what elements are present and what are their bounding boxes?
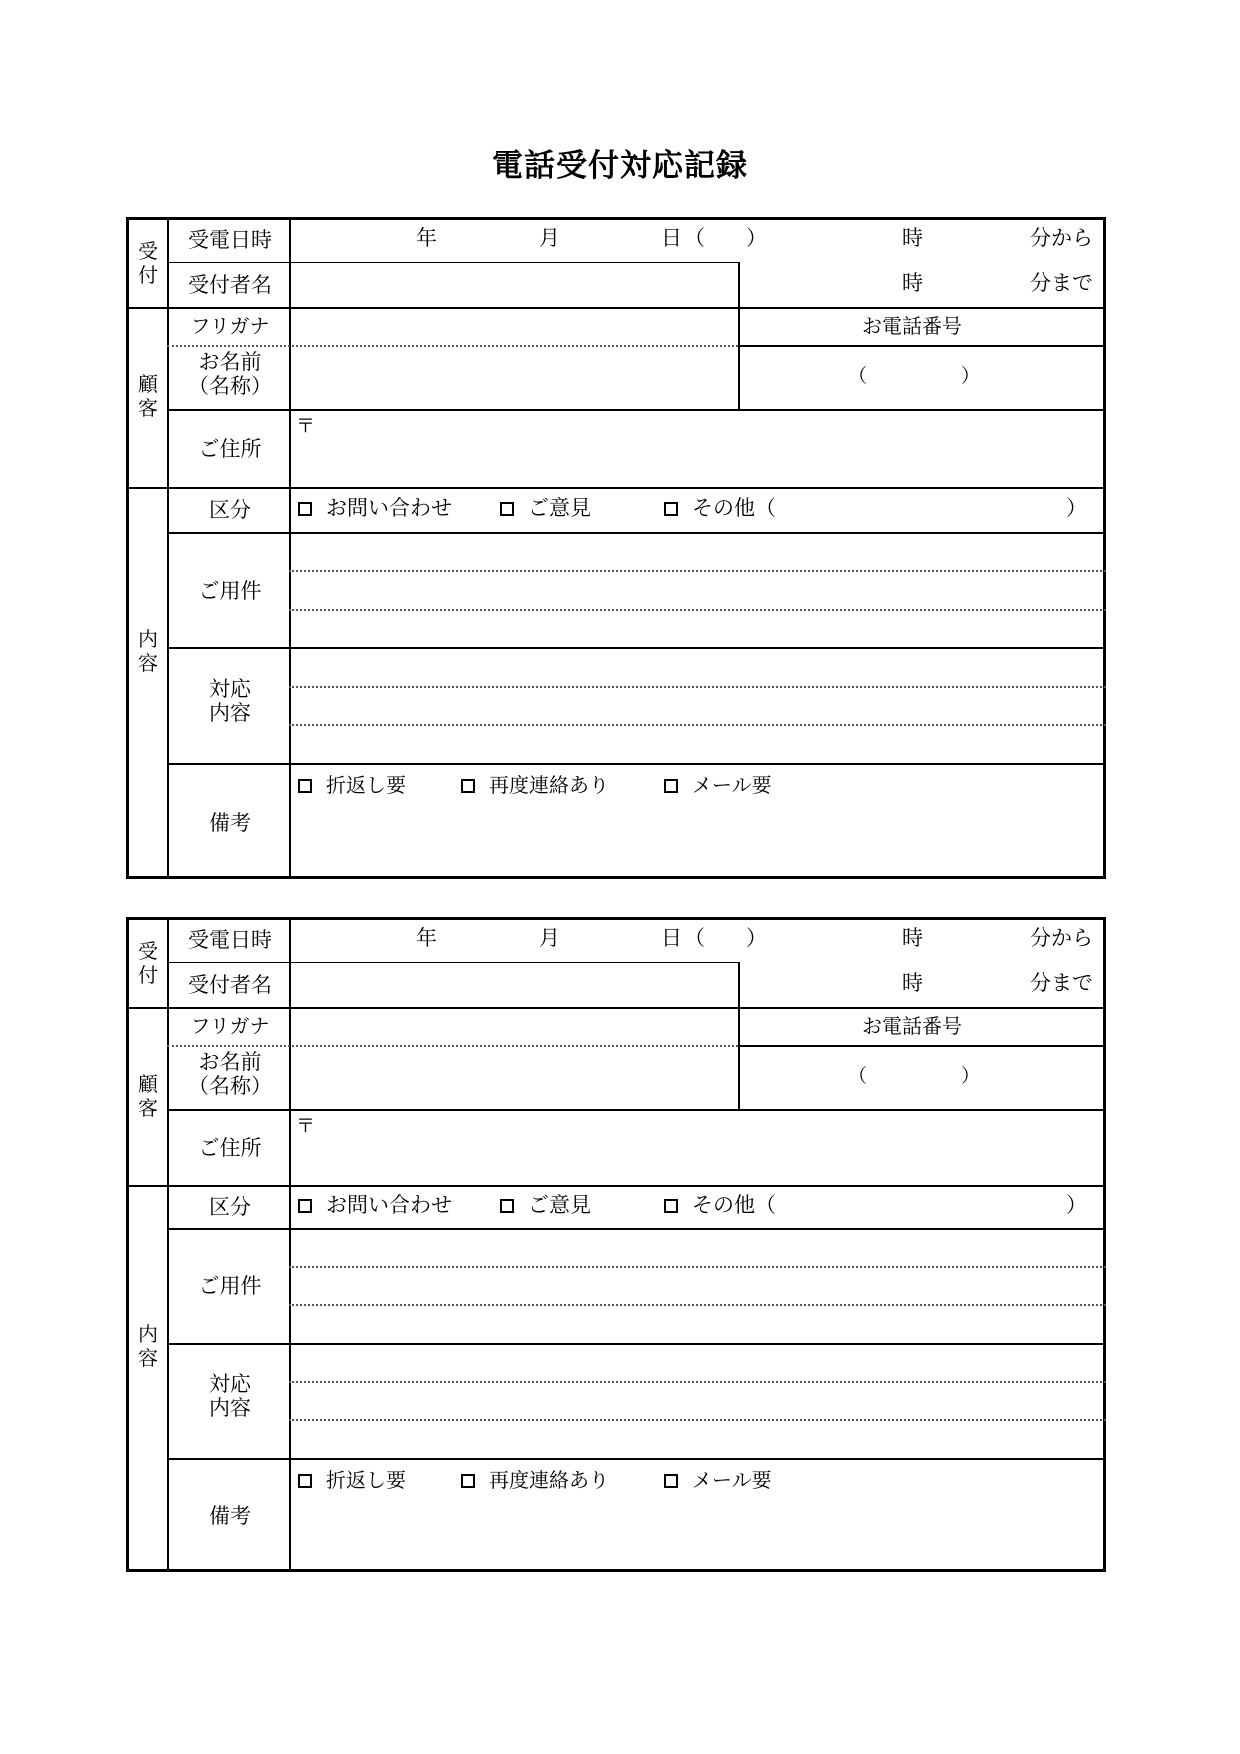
section-text: 顧客: [138, 372, 158, 420]
phone-paren-close: ）: [961, 365, 981, 387]
minute-to-unit: 分まで: [1030, 271, 1093, 295]
checkbox[interactable]: [298, 1474, 312, 1488]
other-paren-close: ）: [1066, 496, 1087, 520]
remarks-option-recontact[interactable]: [461, 1470, 609, 1490]
divider: [289, 609, 1106, 611]
divider: [289, 1266, 1106, 1268]
label-furigana: フリガナ: [190, 1014, 270, 1038]
checkbox[interactable]: [664, 1474, 678, 1488]
label-name: [170, 1050, 290, 1098]
checkbox[interactable]: [298, 779, 312, 793]
divider: [167, 917, 169, 1572]
weekday-paren-close: ）: [746, 226, 767, 250]
label-name: [170, 350, 290, 398]
category-option-inquiry[interactable]: [298, 1195, 452, 1216]
weekday-paren-open: （: [684, 226, 705, 250]
remarks-option-email[interactable]: [664, 1470, 772, 1490]
section-label-content: [130, 627, 166, 675]
option-text: ご意見: [528, 496, 591, 520]
section-text: 顧客: [138, 1072, 158, 1120]
category-option-other[interactable]: [664, 1195, 776, 1216]
option-text: ご意見: [528, 1193, 591, 1217]
checkbox[interactable]: [461, 779, 475, 793]
divider: [167, 1109, 1106, 1111]
year-unit: 年: [416, 926, 437, 950]
divider: [167, 409, 1106, 411]
postal-mark: 〒: [296, 1115, 316, 1137]
divider: [738, 345, 1106, 347]
section-label-customer: [130, 372, 166, 420]
checkbox[interactable]: [461, 1474, 475, 1488]
divider: [167, 1228, 1106, 1230]
label-name-line2: （名称）: [188, 374, 272, 399]
minute-to-unit: 分まで: [1030, 971, 1093, 995]
divider: [167, 1343, 1106, 1345]
label-name-line1: お名前: [198, 1050, 262, 1074]
divider: [738, 1045, 1106, 1047]
day-unit: 日: [661, 226, 682, 250]
divider: [167, 532, 1106, 534]
remarks-option-recontact[interactable]: [461, 775, 609, 795]
phone-label: お電話番号: [862, 1014, 962, 1038]
month-unit: 月: [539, 226, 560, 250]
divider: [738, 962, 740, 1109]
label-receiver-name: 受付者名: [188, 273, 272, 297]
label-response: [170, 1372, 290, 1420]
postal-mark: 〒: [296, 415, 316, 437]
divider: [167, 962, 738, 963]
day-unit: 日: [661, 926, 682, 950]
label-remarks: 備考: [209, 1504, 251, 1528]
month-unit: 月: [539, 926, 560, 950]
category-option-opinion[interactable]: [500, 498, 591, 519]
divider: [289, 724, 1106, 726]
section-text: 受付: [138, 239, 158, 287]
divider: [167, 763, 1106, 765]
label-furigana: フリガナ: [190, 314, 270, 338]
section-label-content: [130, 1322, 166, 1370]
remarks-option-callback[interactable]: [298, 1470, 406, 1490]
minute-from-unit: 分から: [1030, 226, 1093, 250]
divider: [167, 647, 1106, 649]
divider: [126, 487, 1106, 489]
checkbox[interactable]: [298, 1199, 312, 1213]
divider: [167, 262, 738, 263]
divider: [167, 1458, 1106, 1460]
option-text: その他（: [692, 496, 776, 520]
checkbox[interactable]: [664, 502, 678, 516]
label-name-line2: （名称）: [188, 1074, 272, 1099]
label-remarks: 備考: [209, 811, 251, 835]
phone-paren-open: （: [848, 365, 868, 387]
minute-from-unit: 分から: [1030, 926, 1093, 950]
checkbox[interactable]: [500, 502, 514, 516]
category-option-inquiry[interactable]: [298, 498, 452, 519]
label-category: 区分: [209, 498, 251, 522]
option-text: お問い合わせ: [326, 1193, 452, 1217]
checkbox[interactable]: [664, 1199, 678, 1213]
label-response-line1: 対応: [209, 677, 251, 701]
hour-from-unit: 時: [902, 926, 923, 950]
label-call-datetime: 受電日時: [188, 928, 272, 952]
page-title: 電話受付対応記録: [492, 148, 748, 184]
option-text: 再度連絡あり: [489, 773, 609, 797]
divider: [289, 1419, 1106, 1421]
hour-from-unit: 時: [902, 226, 923, 250]
label-address: ご住所: [198, 437, 262, 461]
checkbox[interactable]: [664, 779, 678, 793]
option-text: その他（: [692, 1193, 776, 1217]
hour-to-unit: 時: [902, 971, 923, 995]
divider: [167, 1045, 738, 1047]
other-paren-close: ）: [1066, 1193, 1087, 1217]
divider: [126, 1185, 1106, 1187]
hour-to-unit: 時: [902, 271, 923, 295]
section-label-reception: [130, 239, 166, 287]
section-text: 受付: [138, 939, 158, 987]
option-text: メール要: [692, 773, 772, 797]
section-text: 内容: [138, 1322, 158, 1370]
section-label-customer: [130, 1072, 166, 1120]
label-response: [170, 677, 290, 725]
phone-label: お電話番号: [862, 314, 962, 338]
divider: [126, 1007, 1106, 1009]
divider: [289, 686, 1106, 688]
label-response-line2: 内容: [209, 1396, 251, 1421]
option-text: 折返し要: [326, 1468, 406, 1492]
label-name-line1: お名前: [198, 350, 262, 374]
call-record-form-1: [126, 217, 1106, 879]
phone-paren-open: （: [848, 1065, 868, 1087]
year-unit: 年: [416, 226, 437, 250]
divider: [289, 1381, 1106, 1383]
option-text: お問い合わせ: [326, 496, 452, 520]
divider: [167, 345, 738, 347]
divider: [167, 217, 169, 879]
label-call-datetime: 受電日時: [188, 228, 272, 252]
checkbox[interactable]: [500, 1199, 514, 1213]
label-category: 区分: [209, 1195, 251, 1219]
label-subject: ご用件: [198, 1274, 262, 1298]
label-subject: ご用件: [198, 579, 262, 603]
category-option-opinion[interactable]: [500, 1195, 591, 1216]
phone-paren-close: ）: [961, 1065, 981, 1087]
divider: [289, 570, 1106, 572]
label-response-line1: 対応: [209, 1372, 251, 1396]
weekday-paren-close: ）: [746, 926, 767, 950]
section-label-reception: [130, 939, 166, 987]
divider: [289, 1304, 1106, 1306]
checkbox[interactable]: [298, 502, 312, 516]
remarks-option-email[interactable]: [664, 775, 772, 795]
option-text: メール要: [692, 1468, 772, 1492]
call-record-form-2: [126, 917, 1106, 1572]
label-address: ご住所: [198, 1136, 262, 1160]
divider: [126, 307, 1106, 309]
weekday-paren-open: （: [684, 926, 705, 950]
category-option-other[interactable]: [664, 498, 776, 519]
option-text: 再度連絡あり: [489, 1468, 609, 1492]
label-response-line2: 内容: [209, 701, 251, 726]
remarks-option-callback[interactable]: [298, 775, 406, 795]
divider: [738, 262, 740, 409]
section-text: 内容: [138, 627, 158, 675]
label-receiver-name: 受付者名: [188, 973, 272, 997]
option-text: 折返し要: [326, 773, 406, 797]
